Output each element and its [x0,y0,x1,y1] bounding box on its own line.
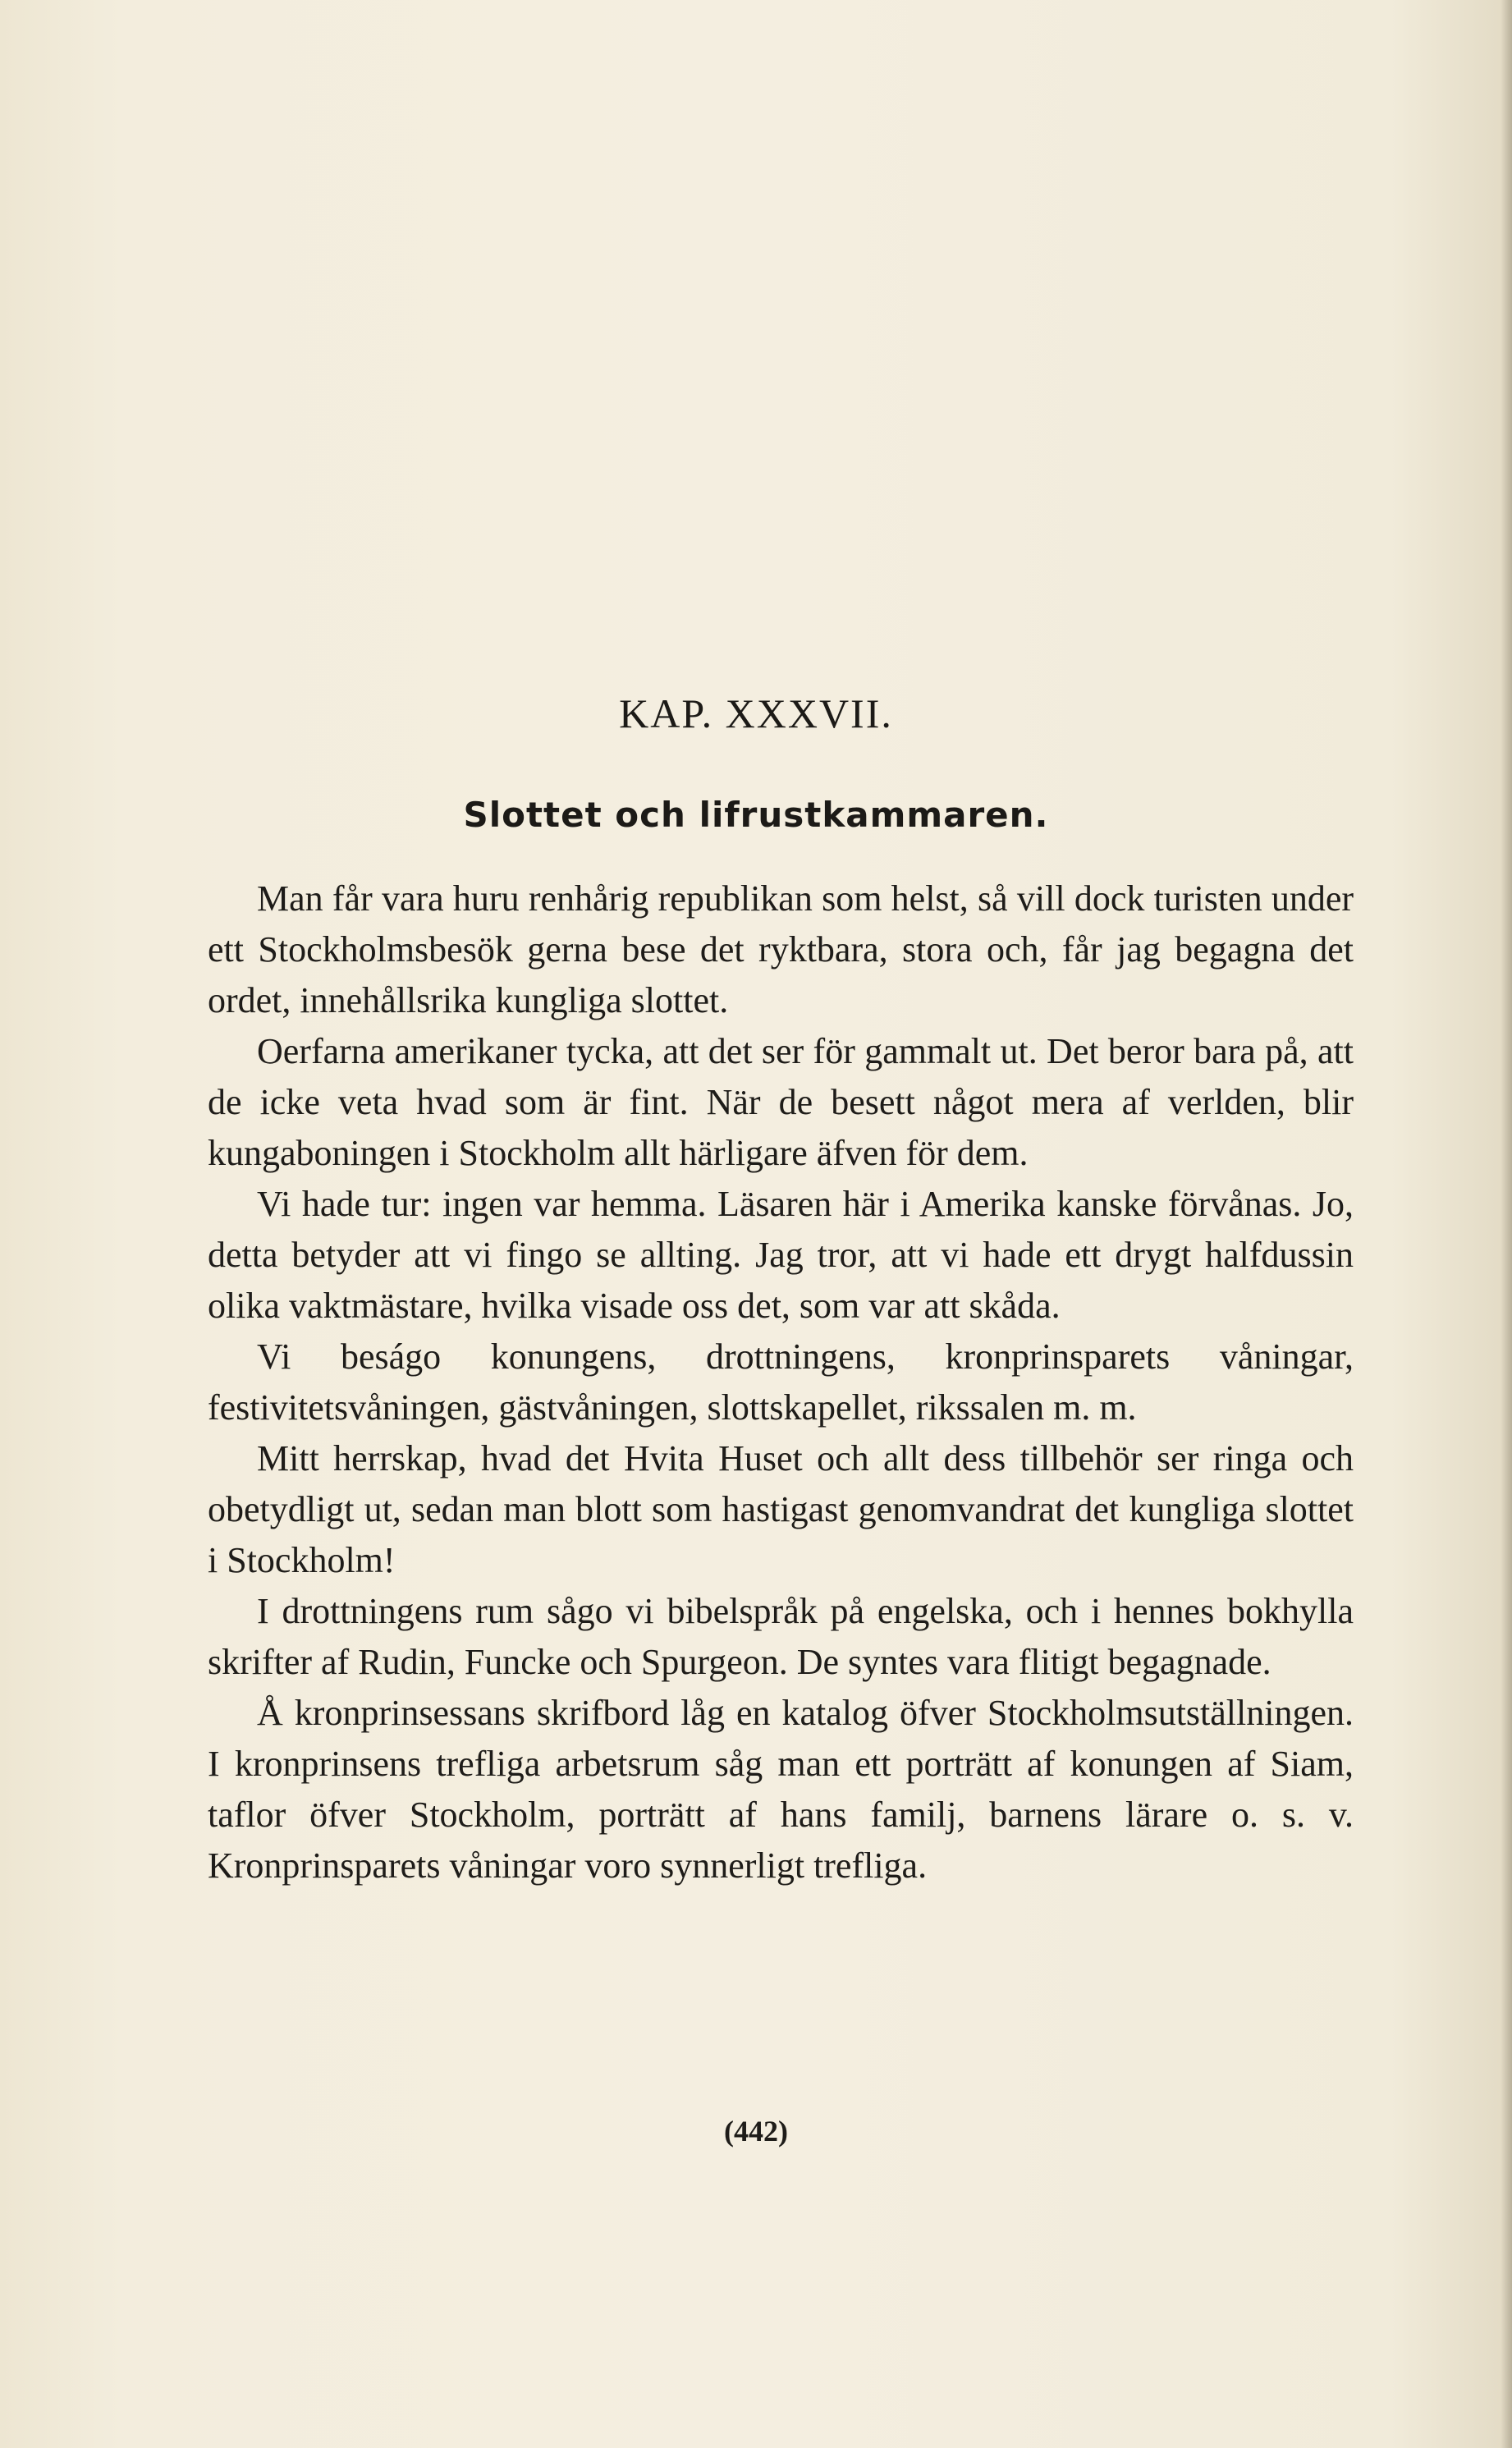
paragraph: Vi beságo konungens, drottningens, kronprinsparets våningar, festivitetsvåningen, gästvåningen, slottskapellet, rikssalen m. m. [208,1336,1354,1428]
paragraph: Mitt herrskap, hvad det Hvita Huset och allt dess tillbehör ser ringa och obetydligt ut, sedan man blott som hastigast genomvandrat det kungliga slottet i Stockholm! [208,1438,1354,1580]
body-text [208,873,1354,1891]
paragraph: Å kronprinsessans skrifbord låg en katalog öfver Stockholmsutställningen. I kronprinsens trefliga arbetsrum såg man ett porträtt af konungen af Siam, taflor öfver Stockholm, porträtt af hans familj, barnens lärare o. s. v. Kronprinsparets våningar voro synnerligt trefliga. [208,1693,1354,1886]
paragraph: Man får vara huru renhårig republikan som helst, så vill dock turisten under ett Stockholmsbesök gerna bese det ryktbara, stora och, får jag begagna det ordet, innehållsrika kungliga slottet. [208,878,1354,1020]
page-edge-shadow [1501,0,1512,2448]
paragraph: Vi hade tur: ingen var hemma. Läsaren här i Amerika kanske förvånas. Jo, detta betyder att vi fingo se allting. Jag tror, att vi hade ett drygt halfdussin olika vaktmästare, hvilka visade oss det, som var att skåda. [208,1184,1354,1326]
chapter-heading: KAP. XXXVII. [619,690,893,736]
chapter-title: Slottet och lifrustkammaren. [463,795,1049,835]
paragraph: I drottningens rum sågo vi bibelspråk på engelska, och i hennes bokhylla skrifter af Rudin, Funcke och Spurgeon. De syntes vara flitigt begagnade. [208,1591,1354,1682]
page-number: (442) [724,2115,788,2148]
paragraph: Oerfarna amerikaner tycka, att det ser för gammalt ut. Det beror bara på, att de icke veta hvad som är fint. När de besett något mera af verlden, blir kungaboningen i Stockholm allt härligare äfven för dem. [208,1031,1354,1173]
